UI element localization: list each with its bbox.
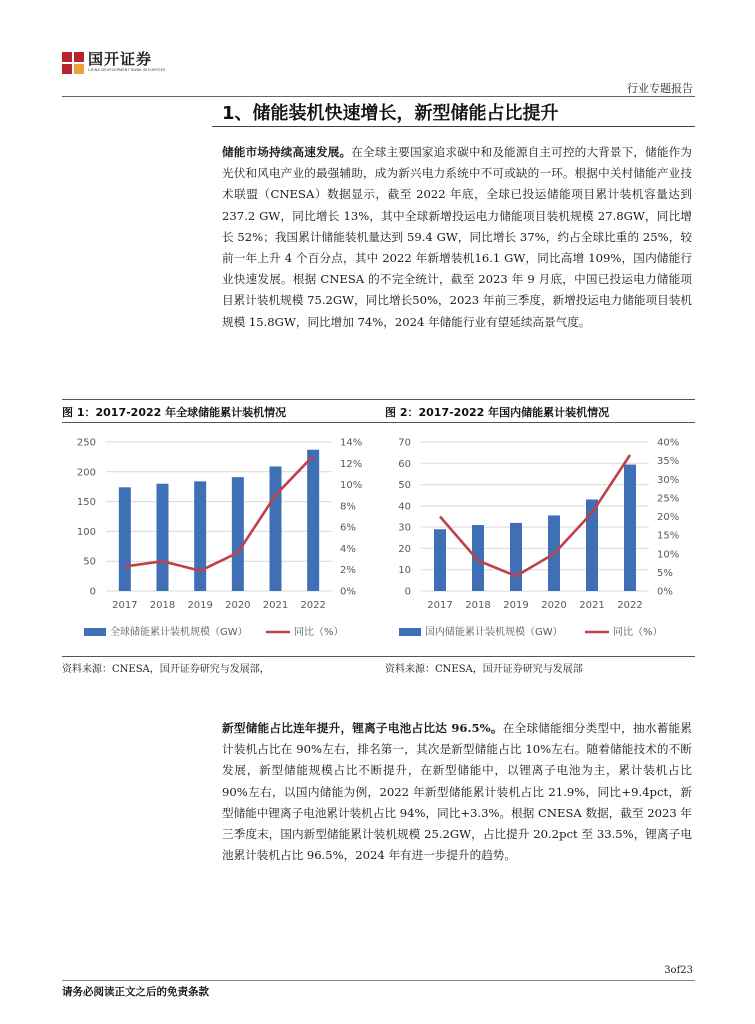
x-tick-label: 2021 [262,600,289,611]
y-left-tick-label: 250 [76,437,96,449]
chart-domestic-storage [385,428,695,648]
x-tick-label: 2019 [503,600,529,611]
bar [119,487,131,591]
y-right-tick-label: 4% [340,543,356,555]
paragraph-new-storage-share [222,718,692,866]
bar [232,477,244,591]
legend-line-label: 同比（%） [613,627,663,638]
chart-global-storage-svg [70,428,370,648]
report-type-label: 行业专题报告 [627,82,693,95]
y-right-tick-label: 6% [340,522,356,534]
logo-mark-icon [62,52,84,74]
y-left-tick-label: 200 [76,467,96,479]
x-tick-label: 2018 [465,600,491,611]
y-right-tick-label: 14% [340,437,363,449]
y-left-tick-label: 0 [404,586,411,598]
y-right-tick-label: 40% [657,437,680,449]
y-right-tick-label: 5% [657,567,673,579]
section-title-underline [212,126,695,127]
y-right-tick-label: 35% [657,456,680,468]
figure-1-source: 资料来源：CNESA，国开证券研究与发展部， [62,664,270,675]
x-tick-label: 2021 [579,600,605,611]
bar [510,523,522,591]
y-left-tick-label: 30 [398,522,411,534]
y-right-tick-label: 15% [657,530,680,542]
bar [307,450,319,591]
y-left-tick-label: 70 [398,437,411,449]
legend-bar-label: 全球储能累计装机规模（GW） [110,627,248,638]
figure-title-divider [62,422,695,423]
y-right-tick-label: 8% [340,501,356,513]
y-right-tick-label: 20% [657,512,680,523]
page-number: 3of23 [664,965,693,976]
paragraph-lead: 储能市场持续高速发展。 [222,145,352,159]
y-right-tick-label: 10% [340,480,363,492]
x-tick-label: 2019 [187,600,213,611]
x-tick-label: 2017 [427,600,453,611]
legend-bar-swatch [399,628,421,636]
figure-bottom-divider [62,656,695,657]
y-left-tick-label: 0 [89,586,96,598]
footer-divider [62,980,695,981]
chart-global-storage [70,428,370,648]
section-title: 1、储能装机快速增长，新型储能占比提升 [222,103,559,124]
y-left-tick-label: 40 [398,501,411,513]
figure-2-source: 资料来源：CNESA，国开证券研究与发展部 [385,664,583,675]
y-right-tick-label: 12% [340,458,363,470]
y-right-tick-label: 0% [657,586,673,598]
disclaimer-note: 请务必阅读正文之后的免责条款 [62,986,209,998]
legend-line-label: 同比（%） [294,627,344,638]
series-line [125,456,313,571]
company-logo [62,50,165,80]
x-tick-label: 2020 [541,600,567,611]
y-left-tick-label: 50 [398,480,411,492]
y-left-tick-label: 100 [76,526,96,538]
y-left-tick-label: 50 [83,556,96,568]
legend-bar-label: 国内储能累计装机规模（GW） [425,627,563,638]
y-right-tick-label: 2% [340,565,356,577]
bar [434,529,446,591]
y-right-tick-label: 0% [340,586,356,598]
x-tick-label: 2018 [149,600,176,611]
bar [157,484,169,591]
paragraph-market-growth [222,142,692,333]
y-left-tick-label: 60 [398,458,411,470]
bar [270,466,282,591]
paragraph-body: 在全球储能细分类型中，抽水蓄能累计装机占比在 90%左右，排名第一，其次是新型储能占比 10%左右。随着储能技术的不断发展，新型储能规模占比不断提升，在新型储能中，以锂离子电池为主，累计装机占比 90%左右，以国内储能为例，2022 年新型储能累计装机占比 21.9%，同比+9.4pct，新型储能中锂离子电池累计装机占比 94%，同比+3.3%。根据 CNESA 数据，截至 2023 年三季度末，国内新型储能累计装机规模 25.2GW，占比提升 20.2pct 至 33.5%，锂离子电池累计装机占比 96.5%，2024 年有进一步提升的趋势。 [222,721,692,863]
chart-domestic-storage-svg [385,428,695,648]
y-right-tick-label: 30% [657,474,680,486]
y-left-tick-label: 10 [398,565,411,577]
x-tick-label: 2020 [225,600,251,611]
y-left-tick-label: 150 [76,497,96,509]
bar [624,465,636,591]
bar [472,525,484,591]
figure-2-title: 图 2：2017-2022 年国内储能累计装机情况 [385,406,610,419]
paragraph-lead: 新型储能占比连年提升，锂离子电池占比达 96.5%。 [222,721,503,735]
x-tick-label: 2017 [112,600,138,611]
figure-1-title: 图 1：2017-2022 年全球储能累计装机情况 [62,406,287,419]
legend-bar-swatch [84,628,106,636]
logo-name-en: CHINA DEVELOPMENT BANK SECURITIES [88,68,166,72]
logo-name-cn: 国开证券 [88,50,153,68]
y-right-tick-label: 25% [657,493,680,505]
x-tick-label: 2022 [300,600,326,611]
header-divider [62,96,695,97]
bar [194,481,206,591]
y-left-tick-label: 20 [398,543,411,555]
x-tick-label: 2022 [617,600,643,611]
paragraph-body: 在全球主要国家追求碳中和及能源自主可控的大背景下，储能作为光伏和风电产业的最强辅助，成为新兴电力系统中不可或缺的一环。根据中关村储能产业技术联盟（CNESA）数据显示，截至 2022 年底，全球已投运储能项目累计装机容量达到 237.2 GW，同比增长 13%，其中全球新增投运电力储能项目装机规模 27.8GW，同比增长 52%；我国累计储能装机量达到 59.4 GW，同比增长 37%，约占全球比重的 25%，较前一年上升 4 个百分点，其中 2022 年新增装机16.1 GW，同比高增 109%，国内储能行业快速发展。根据 CNESA 的不完全统计，截至 2023 年 9 月底，中国已投运电力储能项目累计装机规模 75.2GW，同比增长50%，2023 年前三季度，新增投运电力储能项目装机规模 15.8GW，同比增加 74%，2024 年储能行业有望延续高景气度。 [222,145,692,329]
series-line [440,455,630,576]
y-right-tick-label: 10% [657,549,680,561]
figure-top-divider [62,399,695,400]
